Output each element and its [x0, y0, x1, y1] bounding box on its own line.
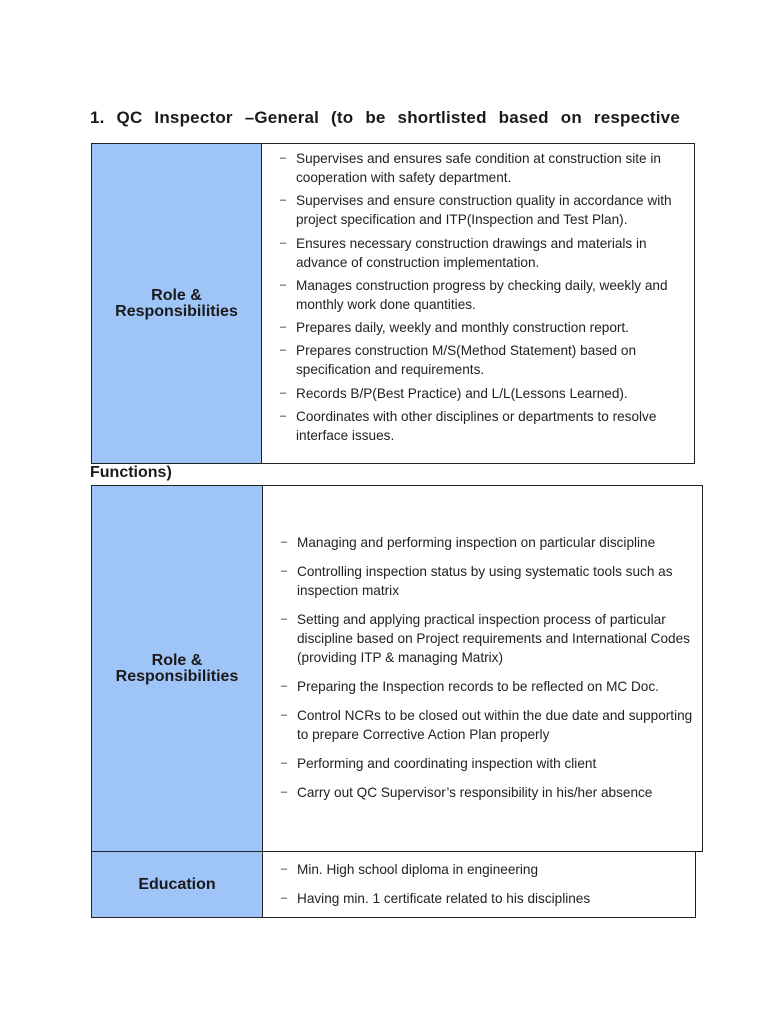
list-item: – Performing and coordinating inspection with client — [263, 754, 702, 773]
list-item: – Supervises and ensures safe condition at construction site in cooperation with safety department. — [262, 149, 694, 187]
responsibilities-table-2 — [91, 485, 703, 852]
list-item: – Supervises and ensure construction quality in accordance with project specification and ITP(Inspection and Test Plan). — [262, 191, 694, 229]
list-item: – Having min. 1 certificate related to his disciplines — [263, 889, 695, 908]
role-label-line2: Responsibilities — [115, 667, 239, 685]
education-table — [91, 851, 696, 918]
section-heading-continued: Functions) — [90, 464, 172, 481]
list-item: – Setting and applying practical inspection process of particular discipline based on Project requirements and International Codes (providing ITP & managing Matrix) — [263, 610, 702, 667]
list-item: – Preparing the Inspection records to be reflected on MC Doc. — [263, 677, 702, 696]
list-item: – Coordinates with other disciplines or departments to resolve interface issues. — [262, 407, 694, 445]
list-item: – Control NCRs to be closed out within the due date and supporting to prepare Corrective Action Plan properly — [263, 706, 702, 744]
list-item: – Prepares daily, weekly and monthly construction report. — [262, 318, 694, 337]
education-label-cell — [92, 852, 263, 917]
list-item: – Manages construction progress by checking daily, weekly and monthly work done quantities. — [262, 276, 694, 314]
list-item: – Controlling inspection status by using systematic tools such as inspection matrix — [263, 562, 702, 600]
role-label-line2: Responsibilities — [115, 302, 238, 320]
role-label-cell — [92, 486, 263, 851]
list-item: – Managing and performing inspection on particular discipline — [263, 533, 702, 552]
role-label-cell — [92, 144, 262, 463]
role-content-cell — [262, 144, 694, 463]
list-item: – Records B/P(Best Practice) and L/L(Lessons Learned). — [262, 384, 694, 403]
role-label-line1: Role & — [151, 651, 203, 669]
list-item: – Min. High school diploma in engineering — [263, 860, 695, 879]
list-item: – Carry out QC Supervisor’s responsibility in his/her absence — [263, 783, 702, 802]
education-label: Education — [138, 875, 216, 893]
education-content-cell — [263, 852, 695, 917]
section-heading: 1. QC Inspector –General (to be shortlisted based on respective — [90, 108, 680, 127]
education-list — [263, 860, 695, 908]
role-label-line1: Role & — [151, 286, 202, 304]
responsibility-list — [263, 533, 702, 802]
list-item: – Prepares construction M/S(Method Statement) based on specification and requirements. — [262, 341, 694, 379]
list-item: – Ensures necessary construction drawings and materials in advance of construction implementation. — [262, 234, 694, 272]
role-content-cell — [263, 486, 702, 851]
responsibility-list — [262, 149, 694, 445]
responsibilities-table-1 — [91, 143, 695, 464]
